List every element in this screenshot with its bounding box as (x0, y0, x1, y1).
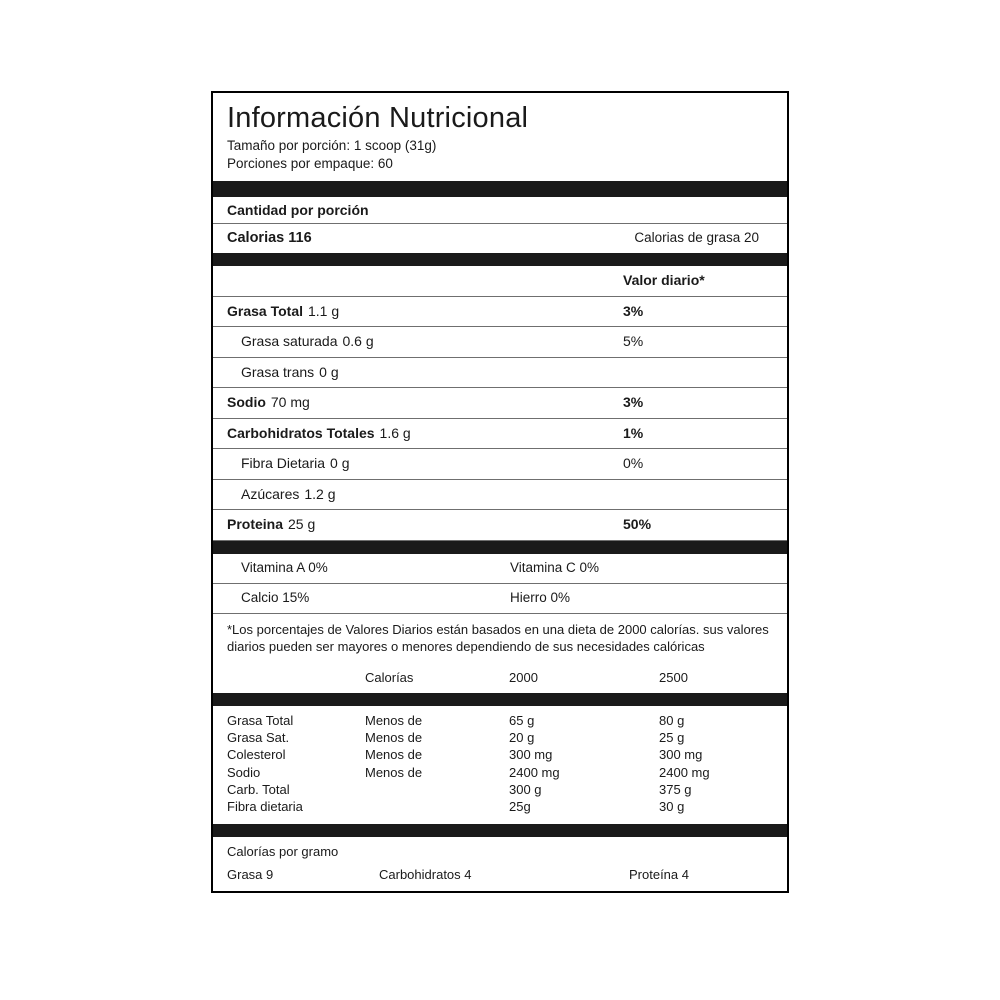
dv-body-cell: Grasa Sat. (227, 730, 290, 746)
servings-per-container-text: Porciones por empaque: 60 (227, 155, 393, 171)
nutrient-daily-value: 3% (623, 394, 644, 411)
nutrient-amount: 1.2 g (304, 485, 336, 502)
footnote-text: *Los porcentajes de Valores Diarios están basados en una dieta de 2000 calorías. sus valores diarios pueden ser mayores o menores dependiendo de sus necesidades calóricas (227, 621, 769, 655)
nutrient-daily-value: 1% (623, 424, 644, 441)
cal-per-gram-carb: Carbohidratos 4 (379, 866, 472, 882)
nutrient-name: Grasa saturada (241, 333, 338, 350)
table-row (213, 782, 787, 799)
nutrient-daily-value: 50% (623, 516, 652, 533)
dv-body-cell (365, 799, 509, 816)
nutrient-row (213, 419, 787, 450)
calories-value: 116 (288, 230, 312, 247)
nutrient-daily-value: 3% (623, 302, 644, 319)
nutrient-name: Fibra Dietaria (241, 455, 326, 472)
table-row (213, 670, 787, 687)
cal-per-gram-fat: Grasa 9 (227, 866, 274, 882)
nutrient-name: Carbohidratos Totales (227, 424, 375, 441)
nutrient-left (227, 455, 350, 473)
dv-table-header (213, 670, 787, 687)
divider-thick-2 (213, 253, 787, 266)
dv-body-cell: 65 g (509, 712, 535, 728)
dv-body-cell: 300 mg (509, 747, 553, 763)
nutrient-amount: 1.1 g (308, 302, 340, 319)
nutrient-amount: 1.6 g (379, 424, 411, 441)
divider-thick-3 (213, 541, 787, 554)
dv-body-cell: 30 g (659, 799, 685, 815)
nutrient-left (227, 425, 411, 443)
calories-per-gram-row (213, 863, 787, 891)
table-row (213, 765, 787, 782)
vitamin-right: Hierro 0% (510, 589, 571, 605)
dv-body-cell: Menos de (365, 712, 423, 728)
dv-body-cell: Menos de (365, 764, 423, 780)
vitamin-row (213, 584, 787, 614)
nutrient-name: Azúcares (241, 485, 300, 502)
dv-body-cell: Menos de (365, 747, 423, 763)
serving-size-text: Tamaño por porción: 1 scoop (31g) (227, 137, 437, 153)
nutrient-row (213, 480, 787, 511)
dv-body-cell: Carb. Total (227, 781, 290, 797)
nutrient-rows (213, 297, 787, 541)
divider-thick-1 (213, 181, 787, 197)
calories-per-gram-title: Calorías por gramo (227, 844, 339, 860)
amount-per-serving-label: Cantidad por porción (213, 197, 787, 225)
dv-body-cell: 25 g (659, 730, 685, 746)
nutrient-row (213, 510, 787, 541)
dv-body-cell: 300 mg (659, 747, 703, 763)
nutrient-left (227, 333, 374, 351)
nutrient-row (213, 388, 787, 419)
divider-thick-4 (213, 693, 787, 706)
dv-body-cell: 25g (509, 799, 531, 815)
vitamin-left: Vitamina A 0% (241, 559, 328, 575)
label-header (213, 93, 787, 181)
nutrient-left (227, 394, 310, 412)
nutrient-amount: 25 g (288, 516, 316, 533)
nutrient-name: Proteina (227, 516, 284, 533)
dv-body-cell: 375 g (659, 781, 692, 797)
nutrient-row (213, 358, 787, 389)
dv-body-cell: Colesterol (227, 747, 286, 763)
dv-body-cell: 2400 mg (509, 764, 560, 780)
dv-header-cell-0 (213, 670, 365, 687)
calories-row (213, 224, 787, 253)
calories-from-fat: Calorias de grasa 20 (634, 230, 759, 246)
nutrient-name: Grasa Total (227, 302, 303, 319)
calories-label: Calorias (227, 230, 285, 247)
nutrient-name: Grasa trans (241, 363, 315, 380)
vitamin-right: Vitamina C 0% (510, 559, 600, 575)
dv-header-cell-2: 2000 (509, 669, 538, 685)
dv-table-body-wrap (213, 706, 787, 825)
nutrient-amount: 70 mg (270, 394, 310, 411)
dv-body-cell: Fibra dietaria (227, 799, 303, 815)
nutrient-amount: 0.6 g (342, 333, 374, 350)
dv-body-cell: Menos de (365, 730, 423, 746)
vitamin-rows (213, 554, 787, 614)
nutrient-amount: 0 g (319, 363, 339, 380)
dv-table-header-wrap (213, 665, 787, 693)
table-row (213, 730, 787, 747)
nutrient-row (213, 449, 787, 480)
table-row (213, 747, 787, 764)
vitamin-row (213, 554, 787, 584)
daily-value-header-row (213, 266, 787, 297)
nutrient-amount: 0 g (330, 455, 350, 472)
table-row (213, 713, 787, 730)
nutrition-facts-panel (211, 91, 789, 893)
vitamin-left: Calcio 15% (241, 589, 310, 605)
cal-per-gram-protein: Proteína 4 (629, 866, 689, 882)
dv-body-cell: 300 g (509, 781, 542, 797)
nutrient-name: Sodio (227, 394, 266, 411)
page-title: Información Nutricional (227, 102, 529, 134)
dv-body-cell: Grasa Total (227, 712, 294, 728)
nutrient-left (227, 486, 336, 504)
nutrient-left (227, 303, 339, 321)
nutrient-daily-value: 0% (623, 455, 644, 472)
dv-header-cell-1: Calorías (365, 669, 414, 685)
dv-body-cell (365, 782, 509, 799)
dv-body-cell: 80 g (659, 712, 685, 728)
nutrient-daily-value: 5% (623, 333, 644, 350)
calories-left (227, 229, 312, 247)
dv-body-cell: 2400 mg (659, 764, 710, 780)
nutrient-left (227, 516, 315, 534)
nutrient-row (213, 327, 787, 358)
nutrient-left (227, 364, 339, 382)
nutrient-row (213, 297, 787, 328)
table-row (213, 799, 787, 816)
dv-table-body (213, 713, 787, 817)
dv-body-cell: 20 g (509, 730, 535, 746)
dv-body-cell: Sodio (227, 764, 261, 780)
daily-value-header: Valor diario* (623, 272, 705, 289)
divider-thick-5 (213, 824, 787, 837)
dv-header-cell-3: 2500 (659, 669, 688, 685)
